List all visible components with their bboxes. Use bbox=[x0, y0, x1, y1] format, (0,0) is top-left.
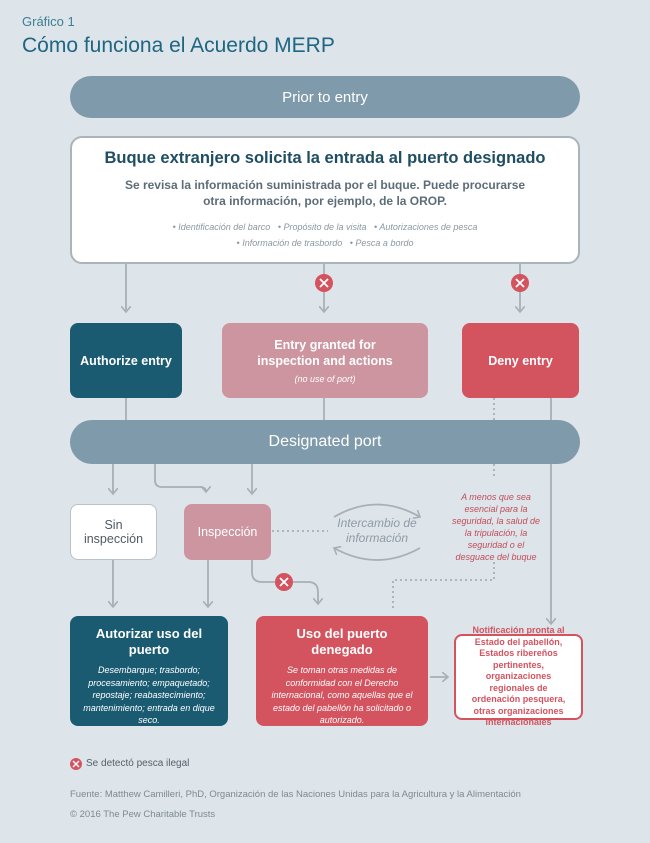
inspection-box: Inspección bbox=[184, 504, 271, 560]
entry-granted-box bbox=[222, 323, 428, 398]
entry-granted-note: (no use of port) bbox=[294, 373, 356, 384]
tag-item: • Identificación del barco bbox=[172, 222, 271, 232]
authorize-use-detail: Desembarque; trasbordo; procesamiento; empaquetado; repostaje; reabastecimiento; mantenimiento; entrada en dique seco. bbox=[83, 665, 215, 725]
information-exchange: Intercambio de información bbox=[337, 516, 417, 545]
illegal-marker-inspection bbox=[275, 573, 293, 591]
no-inspection-box: Sin inspección bbox=[70, 504, 157, 560]
use-denied-box bbox=[256, 616, 428, 726]
illegal-marker-entry bbox=[315, 274, 333, 292]
tag-item: • Propósito de la visita bbox=[277, 222, 367, 232]
authorize-entry-box: Authorize entry bbox=[70, 323, 182, 398]
page-title: Cómo funciona el Acuerdo MERP bbox=[22, 34, 335, 57]
designated-port-bar: Designated port bbox=[70, 420, 580, 464]
request-title: Buque extranjero solicita la entrada al puerto designado bbox=[104, 149, 546, 167]
exception-note: A menos que sea esencial para la seguridad, la salud de la tripulación, la seguridad o el desguace del buque bbox=[451, 492, 541, 562]
tag-item: • Pesca a bordo bbox=[349, 238, 414, 248]
request-box bbox=[70, 136, 580, 264]
source-credit: Fuente: Matthew Camilleri, PhD, Organización de las Naciones Unidas para la Agricultura y la Alimentación bbox=[70, 789, 521, 800]
prior-to-entry-bar: Prior to entry bbox=[70, 76, 580, 118]
request-tags bbox=[125, 219, 525, 251]
legend-label: Se detectó pesca ilegal bbox=[86, 758, 190, 769]
figure-label: Gráfico 1 bbox=[22, 14, 75, 29]
deny-entry-box: Deny entry bbox=[462, 323, 579, 398]
use-denied-title: Uso del puerto denegado bbox=[296, 626, 388, 657]
copyright: © 2016 The Pew Charitable Trusts bbox=[70, 809, 216, 820]
request-subtitle bbox=[125, 177, 525, 209]
illegal-marker-deny bbox=[511, 274, 529, 292]
arrow-to-inspection bbox=[155, 464, 206, 492]
legend-marker-icon bbox=[70, 758, 82, 770]
tag-item: • Autorizaciones de pesca bbox=[374, 222, 478, 232]
notification-box: Notificación pronta al Estado del pabellón, Estados ribereños pertinentes, organizaciones regionales de ordenación pesquera, otras organizaciones internacionales bbox=[454, 634, 583, 720]
exchange-cycle-bottom bbox=[334, 548, 420, 560]
dotted-note-to-outcome bbox=[393, 562, 494, 608]
use-denied-detail: Se toman otras medidas de conformidad con el Derecho internacional, como aquellas que el estado del pabellón ha solicitado o autorizado. bbox=[271, 665, 413, 725]
authorize-use-box bbox=[70, 616, 228, 726]
tag-item: • Información de trasbordo bbox=[236, 238, 343, 248]
entry-granted-label: Entry granted for inspection and actions bbox=[257, 337, 393, 368]
request-subtitle-line1: Se revisa la información suministrada por el buque. Puede procurarse bbox=[124, 178, 526, 192]
authorize-use-title: Autorizar uso del puerto bbox=[95, 626, 203, 657]
request-subtitle-line2: otra información, por ejemplo, de la OROP. bbox=[203, 194, 447, 208]
